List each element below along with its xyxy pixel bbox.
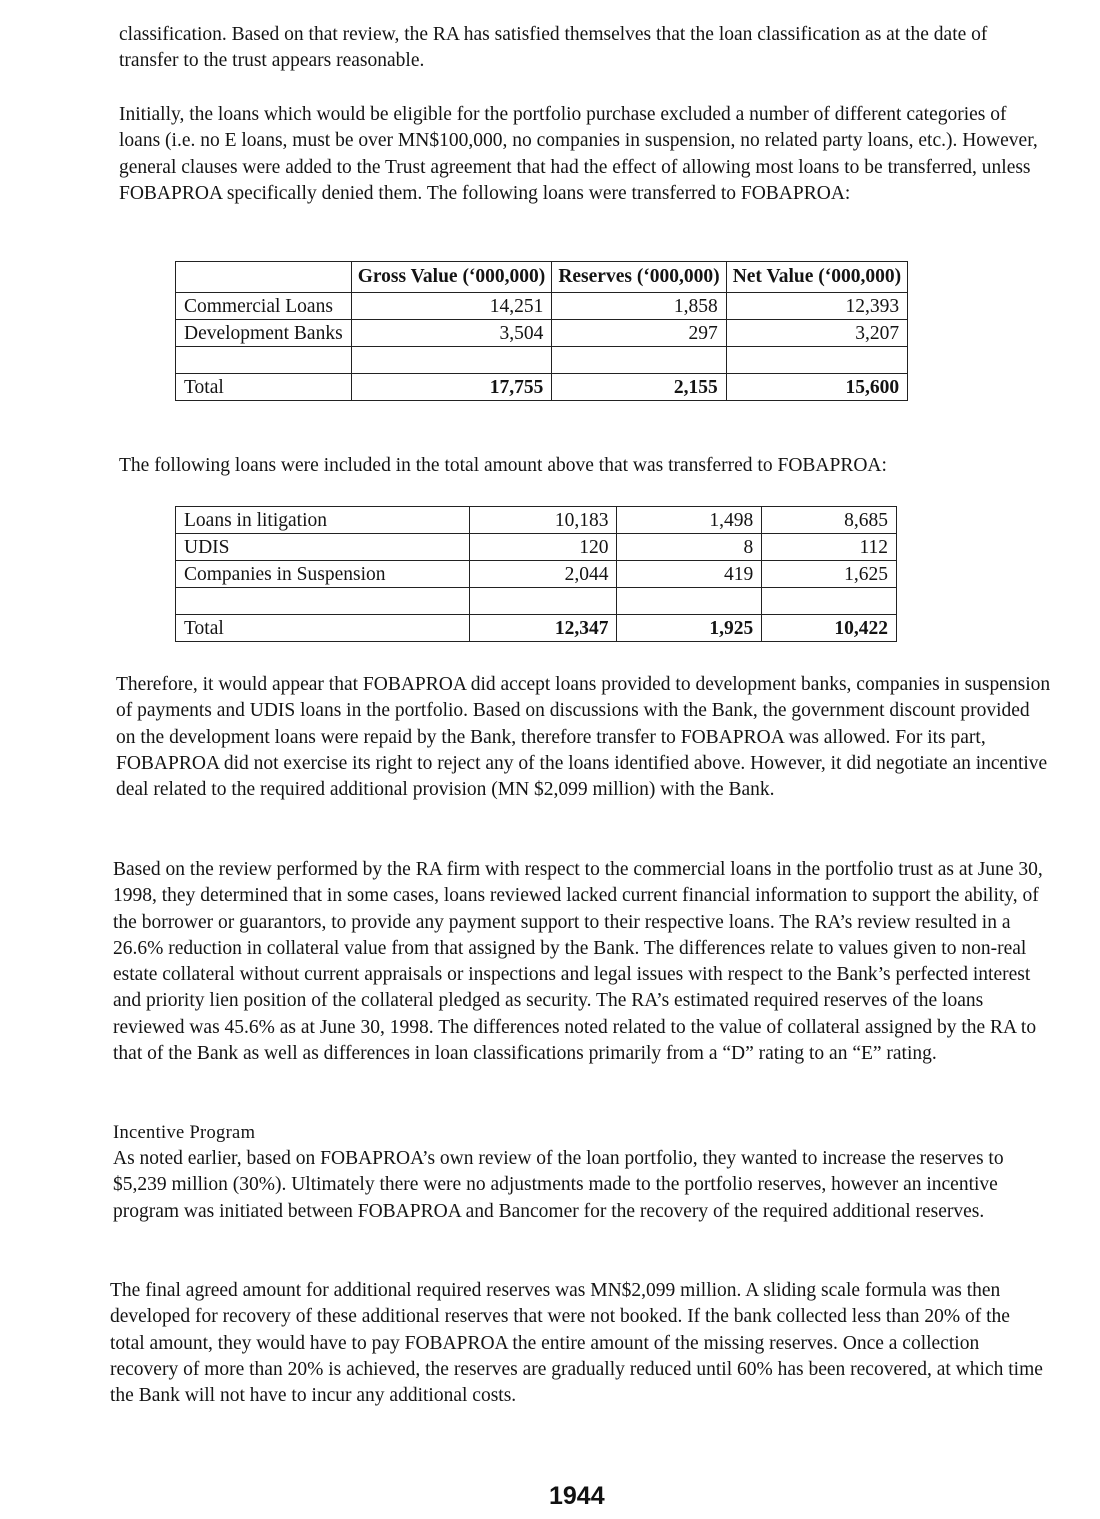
net-value-cell: 1,625 [762,561,897,588]
table-header-row [176,262,908,293]
header-net-value: Net Value (‘000,000) [726,262,907,293]
table-row [176,534,897,561]
gross-value-cell: 14,251 [351,293,552,320]
reserves-cell: 297 [552,320,726,347]
paragraph-eligible-loans: Initially, the loans which would be eligible for the portfolio purchase excluded a number of different categories of loans (i.e. no E loans, must be over MN$100,000, no companies in suspension, no related party loans, etc.). However, general clauses were added to the Trust agreement that had the effect of allowing most loans to be transferred, unless FOBAPROA specifically denied them. The following loans were transferred to FOBAPROA: [119,104,1038,204]
reserves-cell: 1,858 [552,293,726,320]
total-net-value: 15,600 [726,374,907,401]
gross-value-cell: 10,183 [469,507,617,534]
included-loans-table [175,506,897,642]
net-value-cell: 112 [762,534,897,561]
gross-value-cell: 2,044 [469,561,617,588]
row-label: Development Banks [176,320,352,347]
total-reserves: 2,155 [552,374,726,401]
paragraph-therefore: Therefore, it would appear that FOBAPROA did accept loans provided to development banks, companies in suspension of payments and UDIS loans in the portfolio. Based on discussions with the Bank, the government discount provided on the development loans were repaid by the Bank, therefore transfer to FOBAPROA was allowed. For its part, FOBAPROA did not exercise its right to reject any of the loans identified above. However, it did negotiate an incentive deal related to the required additional provision (MN $2,099 million) with the Bank. [116,674,1051,801]
row-label: UDIS [176,534,470,561]
total-reserves: 1,925 [617,615,762,642]
header-reserves: Reserves (‘000,000) [552,262,726,293]
total-row [176,374,908,401]
total-label: Total [176,374,352,401]
blank-row [176,347,908,374]
section-heading: Incentive Program [113,1123,256,1143]
reserves-cell: 8 [617,534,762,561]
net-value-cell: 8,685 [762,507,897,534]
row-label: Companies in Suspension [176,561,470,588]
total-gross-value: 17,755 [351,374,552,401]
table-row [176,561,897,588]
gross-value-cell: 120 [469,534,617,561]
paragraph-classification: classification. Based on that review, the RA has satisfied themselves that the loan classification as at the date of transfer to the trust appears reasonable. [119,24,988,72]
paragraph-incentive: As noted earlier, based on FOBAPROA’s own review of the loan portfolio, they wanted to increase the reserves to $5,239 million (30%). Ultimately there were no adjustments made to the portfolio reserves, however an incentive program was initiated between FOBAPROA and Bancomer for the recovery of the required additional reserves. [113,1148,1004,1222]
paragraph-included-loans: The following loans were included in the total amount above that was transferred to FOBAPROA: [119,455,887,476]
header-gross-value: Gross Value (‘000,000) [351,262,552,293]
header-empty [176,262,352,293]
page-number: 1944 [549,1482,605,1510]
reserves-cell: 419 [617,561,762,588]
total-row [176,615,897,642]
paragraph-sliding-scale: The final agreed amount for additional required reserves was MN$2,099 million. A sliding scale formula was then developed for recovery of these additional reserves that were not booked. If the bank collected less than 20% of the total amount, they would have to pay FOBAPROA the entire amount of the missing reserves. Once a collection recovery of more than 20% is achieved, the reserves are gradually reduced until 60% has been recovered, at which time the Bank will not have to incur any additional costs. [110,1280,1043,1407]
transferred-loans-table [175,261,908,401]
row-label: Commercial Loans [176,293,352,320]
table-row [176,320,908,347]
reserves-cell: 1,498 [617,507,762,534]
net-value-cell: 3,207 [726,320,907,347]
row-label: Loans in litigation [176,507,470,534]
total-net-value: 10,422 [762,615,897,642]
total-gross-value: 12,347 [469,615,617,642]
gross-value-cell: 3,504 [351,320,552,347]
table-row [176,507,897,534]
table-row [176,293,908,320]
net-value-cell: 12,393 [726,293,907,320]
blank-row [176,588,897,615]
paragraph-ra-review: Based on the review performed by the RA firm with respect to the commercial loans in the portfolio trust as at June 30, 1998, they determined that in some cases, loans reviewed lacked current financial information to support the ability, of the borrower or guarantors, to provide any payment support to their respective loans. The RA’s review resulted in a 26.6% reduction in collateral value from that assigned by the Bank. The differences relate to values given to non-real estate collateral without current appraisals or inspections and legal issues with respect to the Bank’s perfected interest and priority lien position of the collateral pledged as security. The RA’s estimated required reserves of the loans reviewed was 45.6% as at June 30, 1998. The differences noted related to the value of collateral assigned by the RA to that of the Bank as well as differences in loan classifications primarily from a “D” rating to an “E” rating. [113,859,1043,1065]
total-label: Total [176,615,470,642]
